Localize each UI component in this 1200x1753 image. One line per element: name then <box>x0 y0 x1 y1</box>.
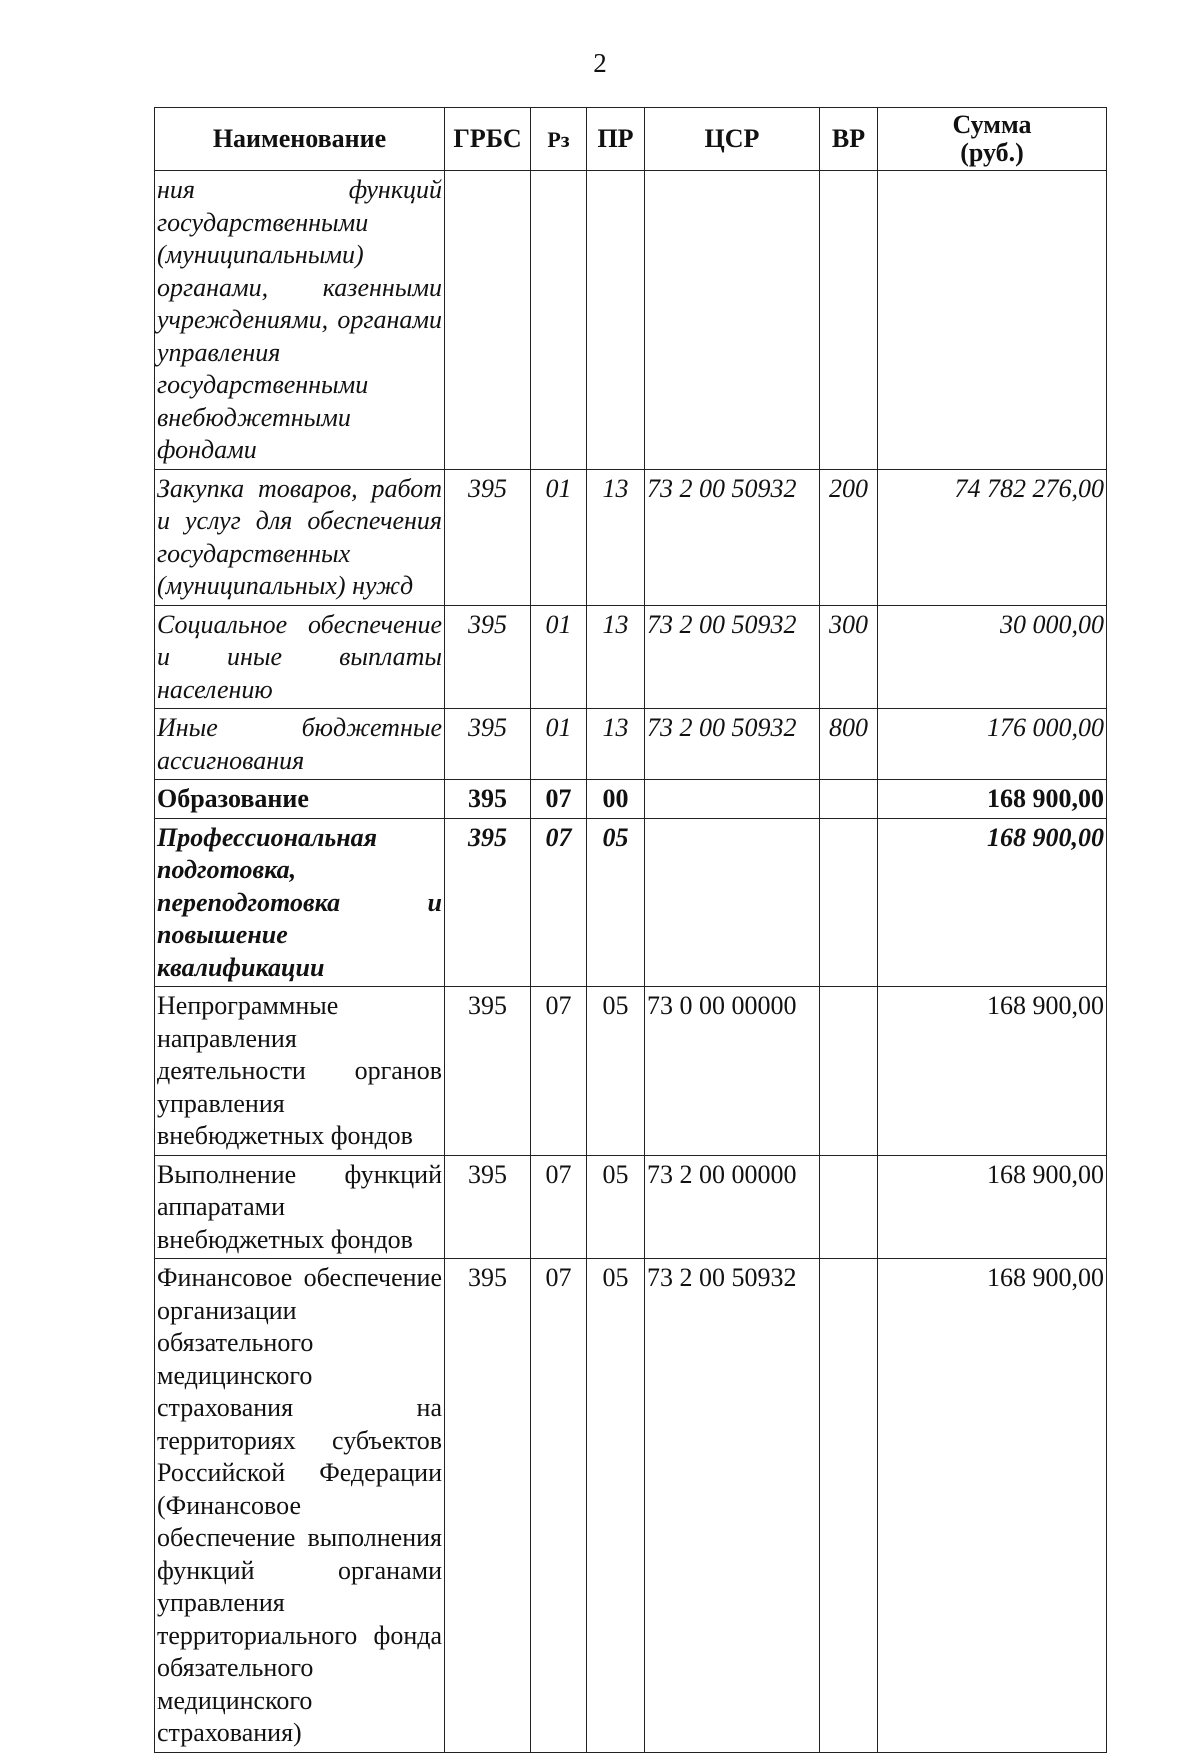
cell-rz: 07 <box>531 1155 587 1259</box>
cell-name: Иные бюджетные ассигнования <box>155 709 445 780</box>
cell-csr <box>645 171 820 470</box>
header-vr: ВР <box>820 108 878 171</box>
cell-rz: 01 <box>531 605 587 709</box>
cell-name: Закупка товаров, работ и услуг для обеспечения государственных (муниципальных) нужд <box>155 469 445 605</box>
cell-pr: 13 <box>587 709 645 780</box>
cell-sum: 176 000,00 <box>878 709 1107 780</box>
cell-vr: 200 <box>820 469 878 605</box>
cell-rz: 07 <box>531 818 587 987</box>
cell-vr <box>820 1259 878 1753</box>
table-body <box>155 171 1107 1753</box>
cell-csr: 73 2 00 50932 <box>645 469 820 605</box>
cell-pr: 05 <box>587 818 645 987</box>
cell-name: ния функций государственными (муниципальными) органами, казенными учреждениями, органами управления государственными внебюджетными фондами <box>155 171 445 470</box>
cell-rz: 07 <box>531 1259 587 1753</box>
table-row <box>155 171 1107 470</box>
cell-csr <box>645 818 820 987</box>
cell-sum: 168 900,00 <box>878 1259 1107 1753</box>
cell-grbs: 395 <box>445 605 531 709</box>
table-row <box>155 780 1107 819</box>
cell-rz: 01 <box>531 709 587 780</box>
header-pr: ПР <box>587 108 645 171</box>
table-row <box>155 605 1107 709</box>
cell-csr: 73 2 00 50932 <box>645 605 820 709</box>
header-sum-line2: (руб.) <box>960 138 1024 167</box>
cell-sum: 168 900,00 <box>878 818 1107 987</box>
cell-csr: 73 2 00 50932 <box>645 1259 820 1753</box>
table-row <box>155 818 1107 987</box>
cell-name: Социальное обеспечение и иные выплаты населению <box>155 605 445 709</box>
budget-table <box>154 107 1107 1753</box>
cell-grbs: 395 <box>445 1155 531 1259</box>
cell-sum <box>878 171 1107 470</box>
cell-vr <box>820 780 878 819</box>
cell-pr: 13 <box>587 605 645 709</box>
cell-vr <box>820 1155 878 1259</box>
page-number: 2 <box>593 48 607 78</box>
cell-rz: 07 <box>531 780 587 819</box>
cell-grbs: 395 <box>445 469 531 605</box>
cell-grbs: 395 <box>445 987 531 1156</box>
cell-rz: 01 <box>531 469 587 605</box>
header-rz <box>531 108 587 171</box>
cell-csr <box>645 780 820 819</box>
table-row <box>155 1155 1107 1259</box>
table-row <box>155 709 1107 780</box>
cell-rz <box>531 171 587 470</box>
table-row <box>155 1259 1107 1753</box>
cell-pr: 05 <box>587 1259 645 1753</box>
cell-name: Финансовое обеспечение организации обязательного медицинского страхования на территориях субъектов Российской Федерации (Финансовое обеспечение выполнения функций органами управления территориального фонда обязательного медицинского страхования) <box>155 1259 445 1753</box>
cell-pr: 13 <box>587 469 645 605</box>
header-rz-label: Рз <box>547 126 570 152</box>
cell-grbs <box>445 171 531 470</box>
cell-rz: 07 <box>531 987 587 1156</box>
cell-vr <box>820 171 878 470</box>
header-sum <box>878 108 1107 171</box>
cell-sum: 168 900,00 <box>878 780 1107 819</box>
cell-csr: 73 0 00 00000 <box>645 987 820 1156</box>
cell-name: Профессиональная подготовка, переподготовка и повышение квалификации <box>155 818 445 987</box>
cell-sum: 168 900,00 <box>878 1155 1107 1259</box>
header-sum-line1: Сумма <box>952 110 1032 139</box>
cell-pr: 00 <box>587 780 645 819</box>
cell-name: Непрограммные направления деятельности органов управления внебюджетных фондов <box>155 987 445 1156</box>
header-csr: ЦСР <box>645 108 820 171</box>
table-row <box>155 469 1107 605</box>
cell-vr: 300 <box>820 605 878 709</box>
cell-name: Образование <box>155 780 445 819</box>
cell-csr: 73 2 00 50932 <box>645 709 820 780</box>
cell-vr <box>820 818 878 987</box>
cell-pr <box>587 171 645 470</box>
cell-vr <box>820 987 878 1156</box>
cell-grbs: 395 <box>445 1259 531 1753</box>
cell-grbs: 395 <box>445 780 531 819</box>
header-name: Наименование <box>155 108 445 171</box>
cell-sum: 74 782 276,00 <box>878 469 1107 605</box>
cell-vr: 800 <box>820 709 878 780</box>
cell-csr: 73 2 00 00000 <box>645 1155 820 1259</box>
header-grbs: ГРБС <box>445 108 531 171</box>
cell-name: Выполнение функций аппаратами внебюджетных фондов <box>155 1155 445 1259</box>
table-row <box>155 987 1107 1156</box>
cell-grbs: 395 <box>445 709 531 780</box>
table-header-row <box>155 108 1107 171</box>
cell-grbs: 395 <box>445 818 531 987</box>
cell-sum: 30 000,00 <box>878 605 1107 709</box>
cell-pr: 05 <box>587 1155 645 1259</box>
cell-pr: 05 <box>587 987 645 1156</box>
cell-sum: 168 900,00 <box>878 987 1107 1156</box>
